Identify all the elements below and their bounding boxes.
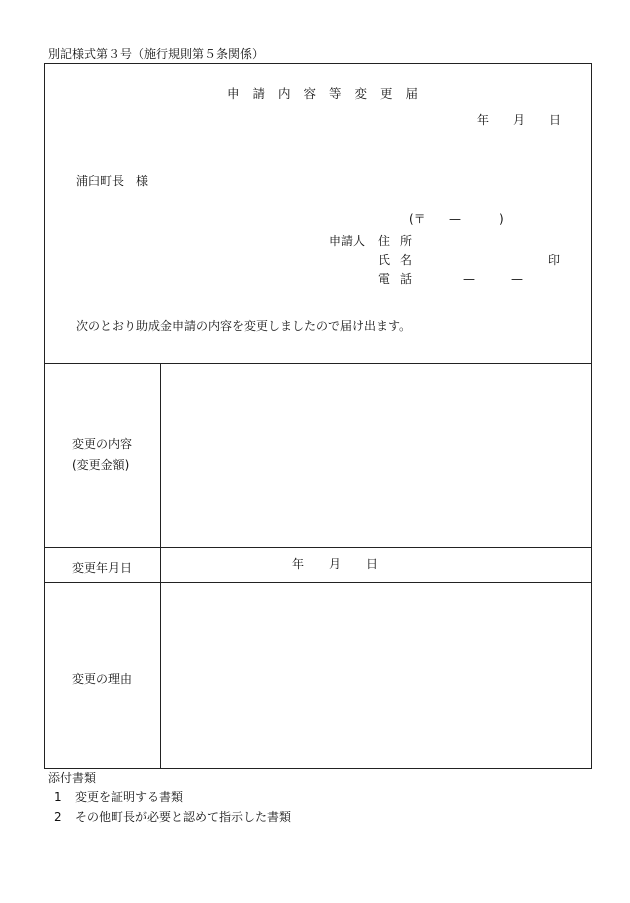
- attachment-item: その他町長が必要と認めて指示した書類: [75, 810, 292, 824]
- change-reason-label: 変更の理由: [72, 672, 133, 686]
- change-year-label: 年: [292, 557, 305, 571]
- phone-label: 電話: [378, 272, 423, 286]
- change-month-label: 月: [329, 557, 342, 571]
- form-frame: [44, 63, 592, 769]
- seal-mark: 印: [548, 253, 561, 267]
- attachments-heading: 添付書類: [48, 771, 97, 785]
- postal-close: ): [499, 212, 504, 226]
- submit-year-label: 年: [477, 113, 490, 127]
- phone-dash-1: —: [463, 272, 475, 286]
- change-content-label: 変更の内容: [72, 437, 133, 451]
- form-reference-note: 別記様式第３号（施行規則第５条関係）: [48, 47, 265, 61]
- submit-month-label: 月: [513, 113, 526, 127]
- applicant-label: 申請人: [329, 234, 366, 248]
- phone-dash-2: —: [511, 272, 523, 286]
- form-title: 申請内容等変更届: [227, 86, 432, 101]
- attachment-num: 1: [54, 790, 62, 804]
- change-date-label: 変更年月日: [72, 561, 133, 575]
- submit-day-label: 日: [549, 113, 562, 127]
- divider-row2-row3: [44, 582, 592, 583]
- change-day-label: 日: [366, 557, 379, 571]
- postal-open: (〒: [409, 212, 426, 226]
- attachment-item: 変更を証明する書類: [75, 790, 184, 804]
- divider-header-table: [44, 363, 592, 364]
- table-column-divider: [160, 363, 161, 769]
- divider-row1-row2: [44, 547, 592, 548]
- address-label: 住所: [378, 234, 423, 248]
- change-amount-label: (変更金額): [72, 458, 130, 472]
- name-label: 氏名: [378, 253, 423, 267]
- addressee: 浦臼町長 様: [76, 174, 149, 188]
- attachment-num: 2: [54, 810, 62, 824]
- postal-dash: —: [449, 212, 461, 226]
- statement: 次のとおり助成金申請の内容を変更しましたので届け出ます。: [76, 319, 412, 333]
